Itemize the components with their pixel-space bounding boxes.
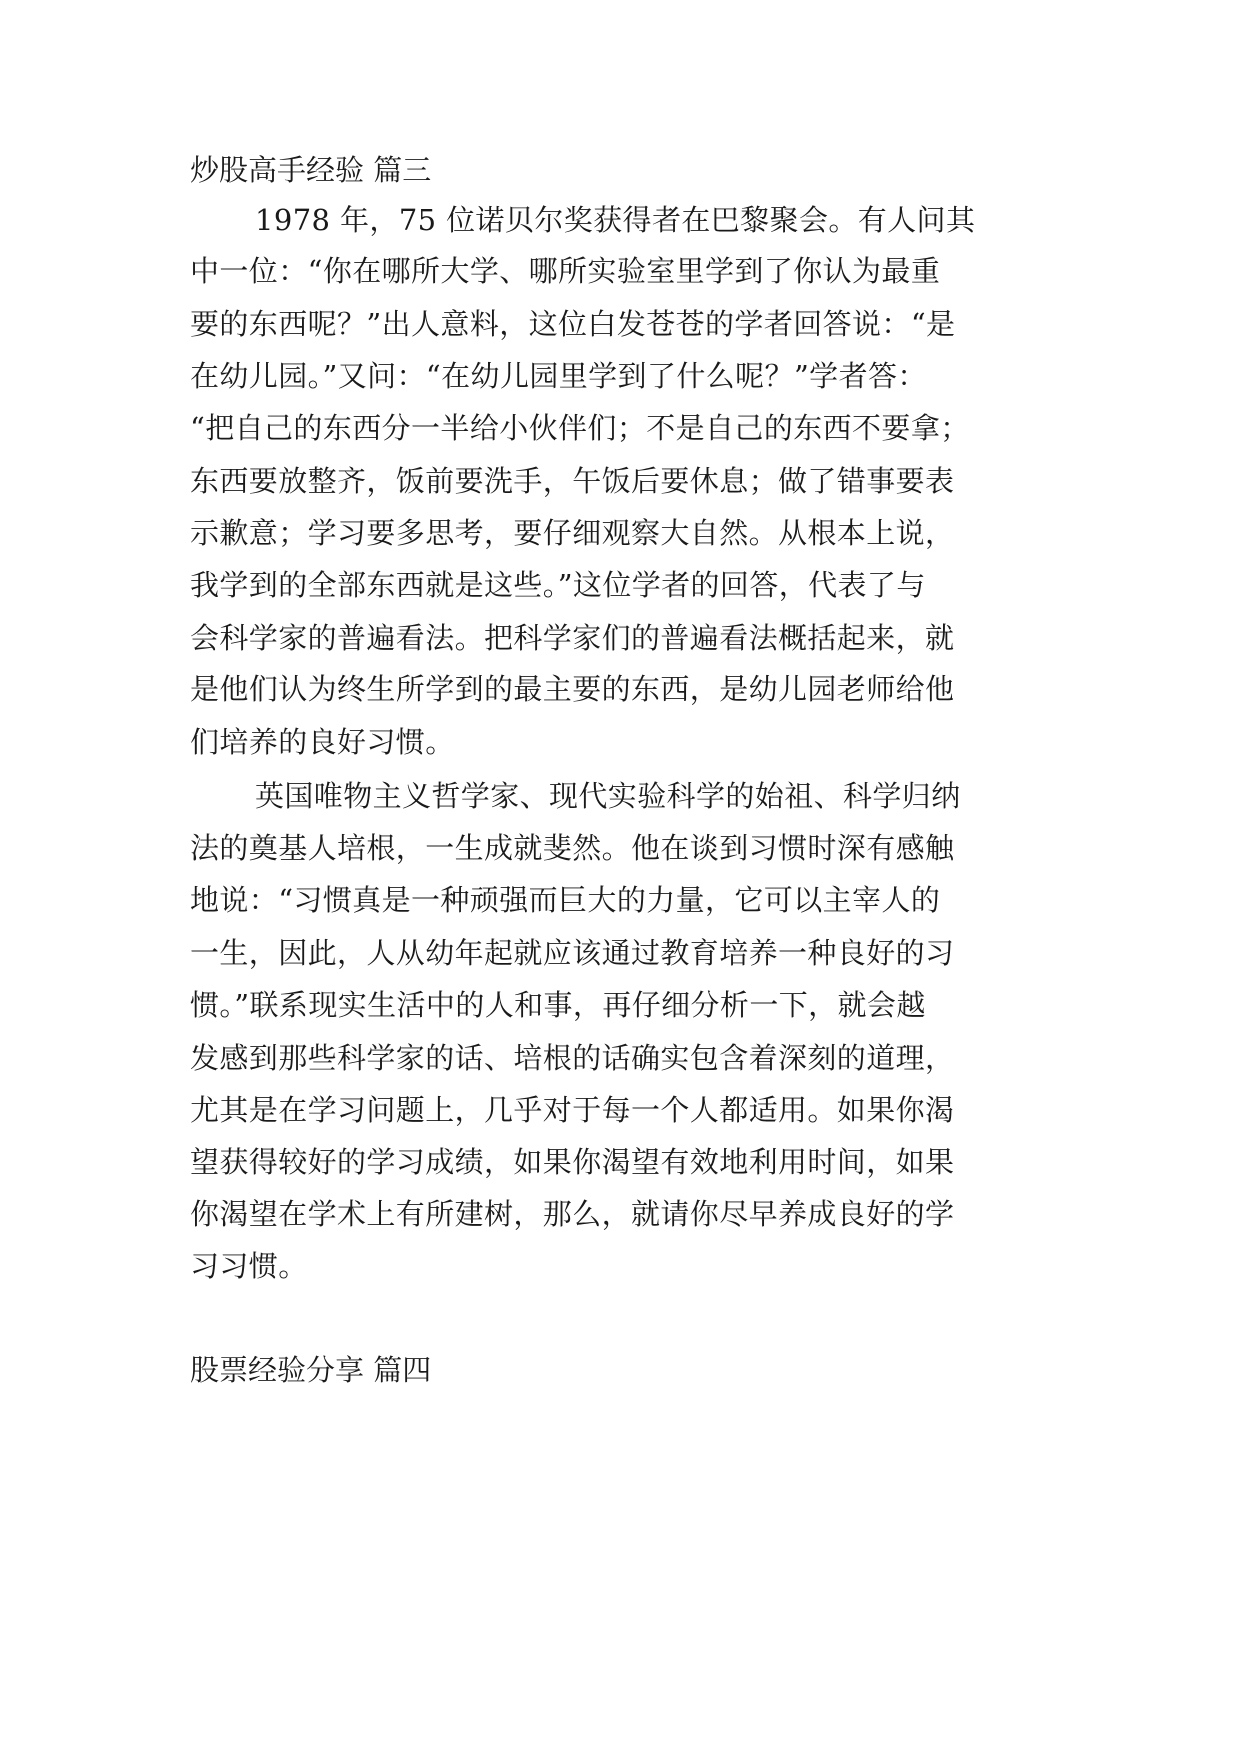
section-heading: 炒股高手经验 篇三 xyxy=(190,153,432,187)
paragraph-line: 是他们认为终生所学到的最主要的东西，是幼儿园老师给他 xyxy=(190,672,955,706)
paragraph-line: 会科学家的普遍看法。把科学家们的普遍看法概括起来，就 xyxy=(190,621,955,655)
paragraph-line: 发感到那些科学家的话、培根的话确实包含着深刻的道理， xyxy=(190,1041,955,1075)
paragraph-line: 望获得较好的学习成绩，如果你渴望有效地利用时间，如果 xyxy=(190,1145,955,1179)
paragraph-line: 惯。”联系现实生活中的人和事，再仔细分析一下，就会越 xyxy=(190,988,926,1022)
paragraph-line: 要的东西呢？”出人意料，这位白发苍苍的学者回答说：“是 xyxy=(190,307,956,341)
paragraph-line: 中一位：“你在哪所大学、哪所实验室里学到了你认为最重 xyxy=(190,254,941,288)
paragraph-line: 在幼儿园。”又问：“在幼儿园里学到了什么呢？”学者答： xyxy=(190,359,927,393)
paragraph-line: 1978 年，75 位诺贝尔奖获得者在巴黎聚会。有人问其 xyxy=(255,203,976,237)
paragraph-line: 示歉意；学习要多思考，要仔细观察大自然。从根本上说， xyxy=(190,516,955,550)
paragraph-line: “把自己的东西分一半给小伙伴们；不是自己的东西不要拿； xyxy=(190,411,970,445)
paragraph-line: 们培养的良好习惯。 xyxy=(190,725,455,759)
section-heading: 股票经验分享 篇四 xyxy=(190,1353,432,1387)
paragraph-line: 尤其是在学习问题上，几乎对于每一个人都适用。如果你渴 xyxy=(190,1093,955,1127)
paragraph-line: 你渴望在学术上有所建树，那么，就请你尽早养成良好的学 xyxy=(190,1197,955,1231)
paragraph-line: 我学到的全部东西就是这些。”这位学者的回答，代表了与 xyxy=(190,568,926,602)
paragraph-line: 地说：“习惯真是一种顽强而巨大的力量，它可以主宰人的 xyxy=(190,883,941,917)
paragraph-line: 英国唯物主义哲学家、现代实验科学的始祖、科学归纳 xyxy=(255,779,961,813)
paragraph-line: 东西要放整齐，饭前要洗手，午饭后要休息；做了错事要表 xyxy=(190,464,955,498)
paragraph-line: 法的奠基人培根，一生成就斐然。他在谈到习惯时深有感触 xyxy=(190,831,955,865)
paragraph-line: 一生，因此，人从幼年起就应该通过教育培养一种良好的习 xyxy=(190,936,955,970)
paragraph-line: 习习惯。 xyxy=(190,1249,308,1283)
